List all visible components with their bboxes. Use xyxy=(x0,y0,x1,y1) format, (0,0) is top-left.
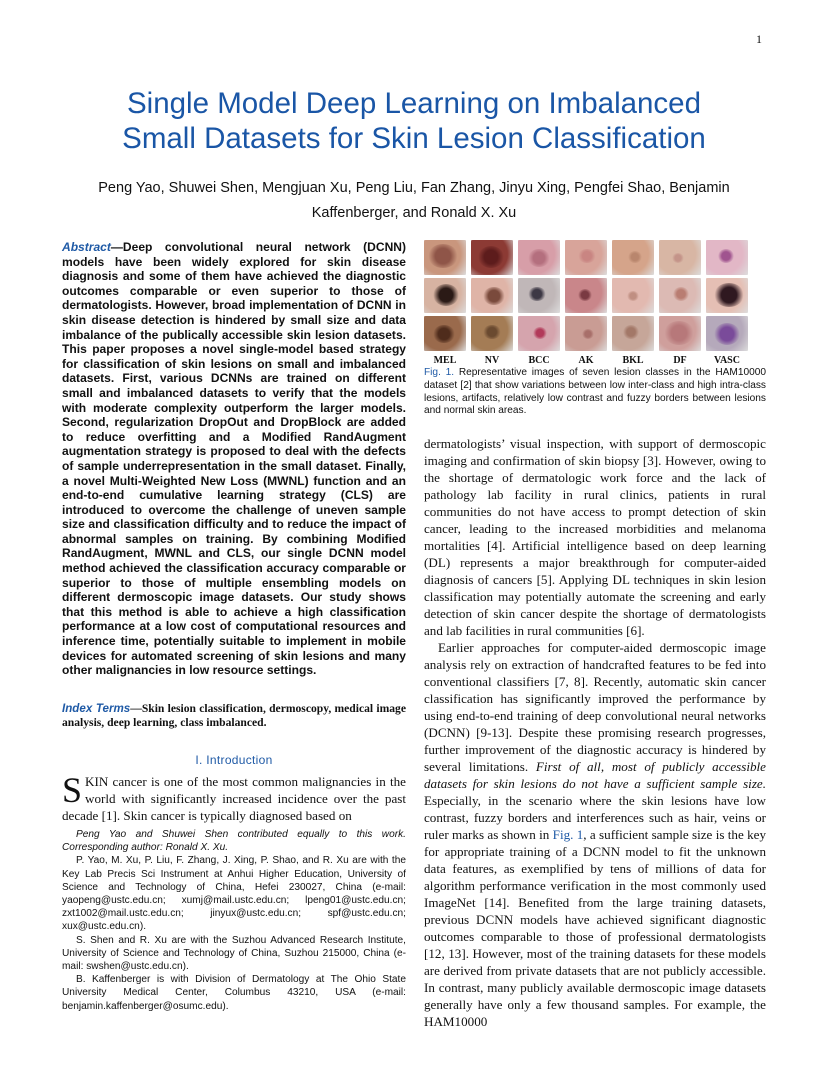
introduction-text xyxy=(62,770,406,824)
caption-text: Representative images of seven lesion classes in the HAM10000 dataset [2] that show variations between low inter-class and high intra-class lesions, artifacts, relatively low contrast and fuzzy borders between lesions and normal skin areas. xyxy=(424,367,766,417)
author-list xyxy=(40,176,788,226)
lesion-image-bkl-2 xyxy=(612,278,654,313)
index-terms xyxy=(62,702,406,731)
lesion-spot xyxy=(483,287,505,305)
lesion-image-nv-1 xyxy=(471,240,513,275)
figure-1 xyxy=(424,240,766,418)
lesion-image-nv-2 xyxy=(471,278,513,313)
lesion-image-mel-1 xyxy=(424,240,466,275)
lesion-image-vasc-3 xyxy=(706,316,748,351)
lesion-spot xyxy=(478,246,504,268)
class-label-bcc: BCC xyxy=(528,355,550,366)
lesion-image-df-3 xyxy=(659,316,701,351)
abstract xyxy=(62,240,406,678)
lesion-spot xyxy=(627,291,639,301)
caption-label: Fig. 1. xyxy=(424,367,455,378)
lesion-image-grid xyxy=(424,240,766,351)
lesion-image-vasc-1 xyxy=(706,240,748,275)
lesion-spot xyxy=(628,251,642,263)
lesion-spot xyxy=(623,325,639,339)
footnote-contribution: Peng Yao and Shuwei Shen contributed equally to this work. Corresponding author: Ronald X. Xu. xyxy=(62,829,406,854)
lesion-spot xyxy=(533,327,547,339)
figure-caption xyxy=(424,367,766,418)
lesion-image-df-2 xyxy=(659,278,701,313)
lesion-spot xyxy=(714,323,740,345)
lesion-spot xyxy=(718,249,734,263)
paper-title xyxy=(40,86,788,156)
paragraph-dermatologists: dermatologists’ visual inspection, with support of dermoscopic imaging and confirmation of skin biopsy [3]. However, owing to the shortage of dermatologic work force and the lack of pathology lab facility in rural clinics, patients in rural communities do not have access to prompt detection of skin cancer, leading to the increased morbidities and melanoma mortalities [4]. Artificial intelligence based on deep learning (DL) represents a major breakthrough for computer-aided diagnosis of cancers [5]. Applying DL techniques in skin lesion classification may potentially automate the screening and early detection of skin cancer despite the shortage of dermatologists and lab facilities in rural communities [6]. xyxy=(424,436,766,639)
lesion-spot xyxy=(483,325,501,339)
authors-line-2: Kaffenberger, and Ronald X. Xu xyxy=(311,205,517,221)
lesion-image-mel-3 xyxy=(424,316,466,351)
lesion-image-bcc-1 xyxy=(518,240,560,275)
abstract-text: —Deep convolutional neural network (DCNN) models have been widely explored for skin disease diagnosis and some of them have achieved the diagnostic outcomes comparable or even superior to those of dermatologists. However, broad implementation of DCNN in skin disease detection is hindered by small size and data imbalance of the publically accessible skin lesion datasets. This paper proposes a novel single-model based strategy for classification of skin lesions on small and imbalanced datasets. First, various DCNNs are trained on different small and imbalanced datasets to verify that the models with moderate complexity outperform the larger models. Second, regularization DropOut and DropBlock are added to reduce overfitting and a Modified RandAugment augmentation strategy is proposed to deal with the defects of sample underrepresentation in the small dataset. Finally, a novel Multi-Weighted New Loss (MWNL) function and an end-to-end cumulative learning strategy (CLS) are introduced to overcome the challenge of uneven sample size and classification difficulty and to reduce the impact of abnormal samples on training. By combining Modified RandAugment, MWNL and CLS, our single DCNN model method achieved the classification accuracy comparable or superior to those of multiple ensembling models on different dermoscopic image datasets. Our study shows that this method is able to achieve a high classification performance at a low cost of computational resources and inference time, potentially suitable to implement in mobile devices for automated screening of skin lesions and many other malignancies in low resource settings. xyxy=(62,240,406,678)
footnote-affiliation-ustc: P. Yao, M. Xu, P. Liu, F. Zhang, J. Xing, P. Shao, and R. Xu are with the Key Lab Precis Sci Instrument at Anhui Higher Education, University of Science and Technology of China, Hefei 230027, China (e-mail: yaopeng@ustc.edu.cn; xumj@mail.ustc.edu.cn; lpeng01@ustc.edu.cn; zxt1002@mail.ustc.edu.cn; jinyux@ustc.edu.cn; spf@ustc.edu.cn; xux@ustc.edu.cn). xyxy=(62,855,406,933)
lesion-image-bcc-3 xyxy=(518,316,560,351)
lesion-image-nv-3 xyxy=(471,316,513,351)
class-label-df: DF xyxy=(673,355,687,366)
lesion-image-bcc-2 xyxy=(518,278,560,313)
figure-reference-link[interactable]: Fig. 1 xyxy=(552,827,584,843)
class-label-vasc: VASC xyxy=(714,355,740,366)
lesion-image-ak-3 xyxy=(565,316,607,351)
class-label-bkl: BKL xyxy=(622,355,644,366)
lesion-spot xyxy=(582,329,594,339)
right-column xyxy=(424,240,766,1030)
lesion-spot xyxy=(664,321,694,345)
lesion-image-vasc-2 xyxy=(706,278,748,313)
lesion-image-ak-1 xyxy=(565,240,607,275)
footnote-affiliation-osu: B. Kaffenberger is with Division of Dermatology at The Ohio State University Medical Center, Columbus 43210, USA (e-mail: benjamin.kaffenberger@osumc.edu). xyxy=(62,974,406,1012)
lesion-spot xyxy=(714,283,744,307)
footnotes xyxy=(62,828,406,1013)
index-terms-text: —Skin lesion classification, dermoscopy, medical image analysis, deep learning, class imbalanced. xyxy=(62,701,406,730)
lesion-spot xyxy=(428,244,458,268)
drop-cap: S xyxy=(62,770,83,810)
footnote-affiliation-suzhou: S. Shen and R. Xu are with the Suzhou Advanced Research Institute, University of Science and Technology of China, Suzhou 215000, China (e-mail: swshen@ustc.edu.cn). xyxy=(62,934,406,973)
lesion-spot xyxy=(433,284,459,306)
paragraph-text: Especially, in the scenario where the skin lesions have low contrast, fuzzy borders and interferences such as hair, veins or ruler marks as shown in xyxy=(424,793,766,843)
paragraph-text: Earlier approaches for computer-aided dermoscopic image analysis rely on extraction of handcrafted features to be fed into conventional classifiers [7, 8]. Recently, automatic skin cancer classification has significantly improved the performance by using end-to-end training of deep convolutional neural networks (DCNN) [9-13]. Despite these promising research progresses, further improvement of the diagnostic accuracy is hindered by several limitations. xyxy=(424,640,766,775)
class-label-nv: NV xyxy=(484,355,500,366)
authors-line-1: Peng Yao, Shuwei Shen, Mengjuan Xu, Peng Liu, Fan Zhang, Jinyu Xing, Pengfei Shao, Benjamin xyxy=(98,180,730,196)
lesion-image-mel-2 xyxy=(424,278,466,313)
abstract-label: Abstract xyxy=(62,240,111,254)
lesion-spot xyxy=(672,253,684,263)
lesion-image-bkl-1 xyxy=(612,240,654,275)
lesion-spot xyxy=(578,289,592,301)
title-line-2: Small Datasets for Skin Lesion Classification xyxy=(122,122,706,155)
paragraph-earlier-approaches xyxy=(424,639,766,1030)
index-terms-label: Index Terms xyxy=(62,701,131,715)
right-body-text xyxy=(424,435,766,1030)
introduction-body: KIN cancer is one of the most common malignancies in the world with significantly increased incidence over the past decade [1]. Skin cancer is typically diagnosed based on xyxy=(62,774,406,823)
emphasized-text: First of all, most of publicly accessible datasets for skin lesions do not have a sufficient sample size. xyxy=(424,759,766,792)
lesion-spot xyxy=(528,287,546,301)
lesion-image-df-1 xyxy=(659,240,701,275)
lesion-spot xyxy=(578,249,596,263)
lesion-image-bkl-3 xyxy=(612,316,654,351)
title-line-1: Single Model Deep Learning on Imbalanced xyxy=(127,87,701,120)
lesion-spot xyxy=(528,249,550,267)
lesion-spot xyxy=(433,325,455,343)
class-label-ak: AK xyxy=(578,355,594,366)
lesion-spot xyxy=(673,287,689,301)
class-label-row xyxy=(424,355,766,366)
paragraph-text: , a sufficient sample size is the key for appropriate training of a DCNN model to fit the unknown data features, as exemplified by tens of millions of data for algorithm performance verification in the most commonly used ImageNet [14]. Benefited from the large training datasets, previous DCNN models have achieved significant diagnostic outcomes comparable to those of professional dermatologists [12, 13]. However, most of the training datasets for these models are derived from private datasets that are not publicly accessible. In contrast, many publicly available dermoscopic image datasets generally have only a few thousand samples. For example, the HAM10000 xyxy=(424,827,766,1030)
page-number: 1 xyxy=(756,32,762,46)
left-column xyxy=(62,240,406,824)
class-label-mel: MEL xyxy=(433,355,457,366)
section-heading-introduction: I. Introduction xyxy=(195,753,273,767)
lesion-image-ak-2 xyxy=(565,278,607,313)
